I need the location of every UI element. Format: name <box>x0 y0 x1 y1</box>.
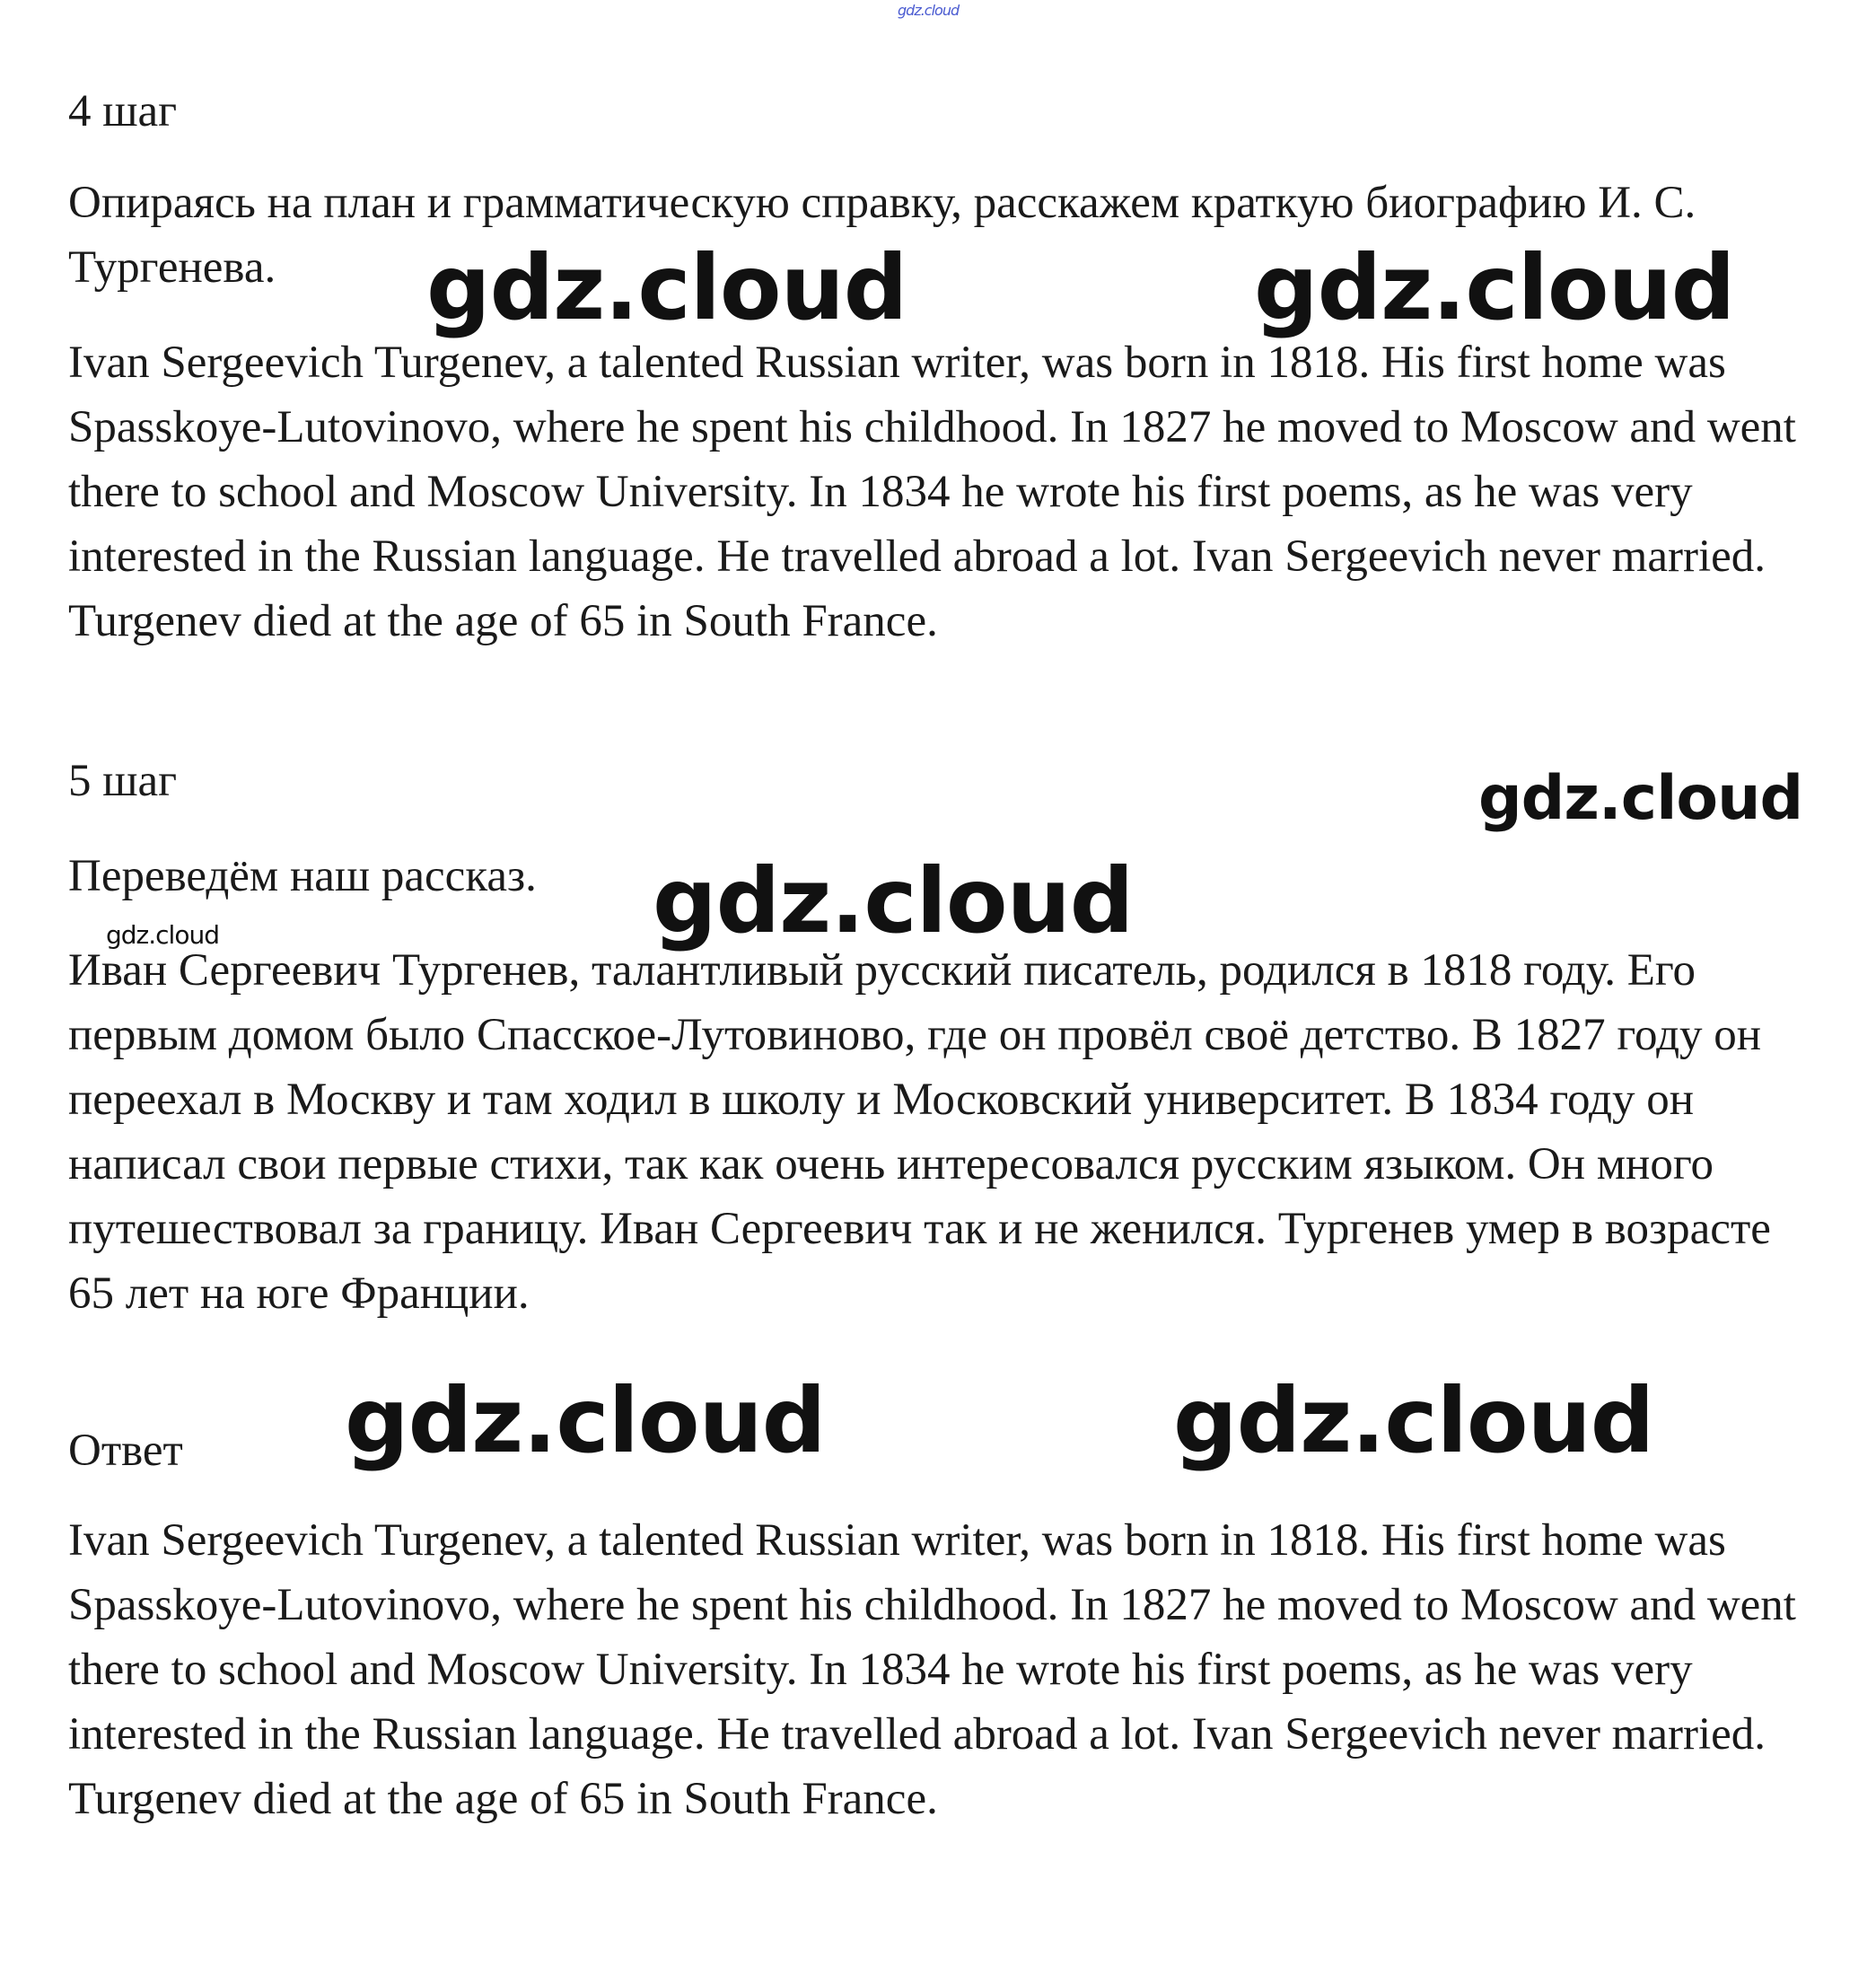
step4-intro: Опираясь на план и грамматическую справку, расскажем краткую биографию И. С. Тургенева. <box>68 178 1696 293</box>
watermark-c: gdz.cloud <box>1478 763 1803 834</box>
step4-english-text: Ivan Sergeevich Turgenev, a talented Russian writer, was born in 1818. His first home was Spasskoye-Lutovinovo, where he spent his childhood. In 1827 he moved to Moscow and went there to school and Moscow University. In 1834 he wrote his first poems, as he was very interested in the Russian language. He travelled abroad a lot. Ivan Sergeevich never married. Turgenev died at the age of 65 in South France. <box>68 338 1796 646</box>
step5-russian-text: Иван Сергеевич Тургенев, талантливый русский писатель, родился в 1818 году. Его первым домом было Спасское-Лутовиново, где он провёл своё детство. В 1827 году он переехал в Москву и там ходил в школу и Московский университет. В 1834 году он написал свои первые стихи, так как очень интересовался русским языком. Он много путешествовал за границу. Иван Сергеевич так и не женился. Тургенев умер в возрасте 65 лет на юге Франции. <box>68 945 1771 1319</box>
watermark-d: gdz.cloud <box>653 848 1134 953</box>
watermark-e: gdz.cloud <box>106 920 219 950</box>
answer-heading: Ответ <box>68 1426 183 1476</box>
answer-text: Ivan Sergeevich Turgenev, a talented Russian writer, was born in 1818. His first home was Spasskoye-Lutovinovo, where he spent his childhood. In 1827 he moved to Moscow and went there to school and Moscow University. In 1834 he wrote his first poems, as he was very interested in the Russian language. He travelled abroad a lot. Ivan Sergeevich never married. Turgenev died at the age of 65 in South France. <box>68 1515 1796 1824</box>
step5-heading: 5 шаг <box>68 756 178 806</box>
step5-intro: Переведём наш рассказ. <box>68 851 537 901</box>
watermark-f: gdz.cloud <box>345 1368 826 1473</box>
watermark-b: gdz.cloud <box>1254 235 1735 340</box>
step4-heading: 4 шаг <box>68 86 178 136</box>
watermark-top: gdz.cloud <box>898 2 960 19</box>
watermark-a: gdz.cloud <box>426 235 907 340</box>
watermark-g: gdz.cloud <box>1173 1368 1654 1473</box>
